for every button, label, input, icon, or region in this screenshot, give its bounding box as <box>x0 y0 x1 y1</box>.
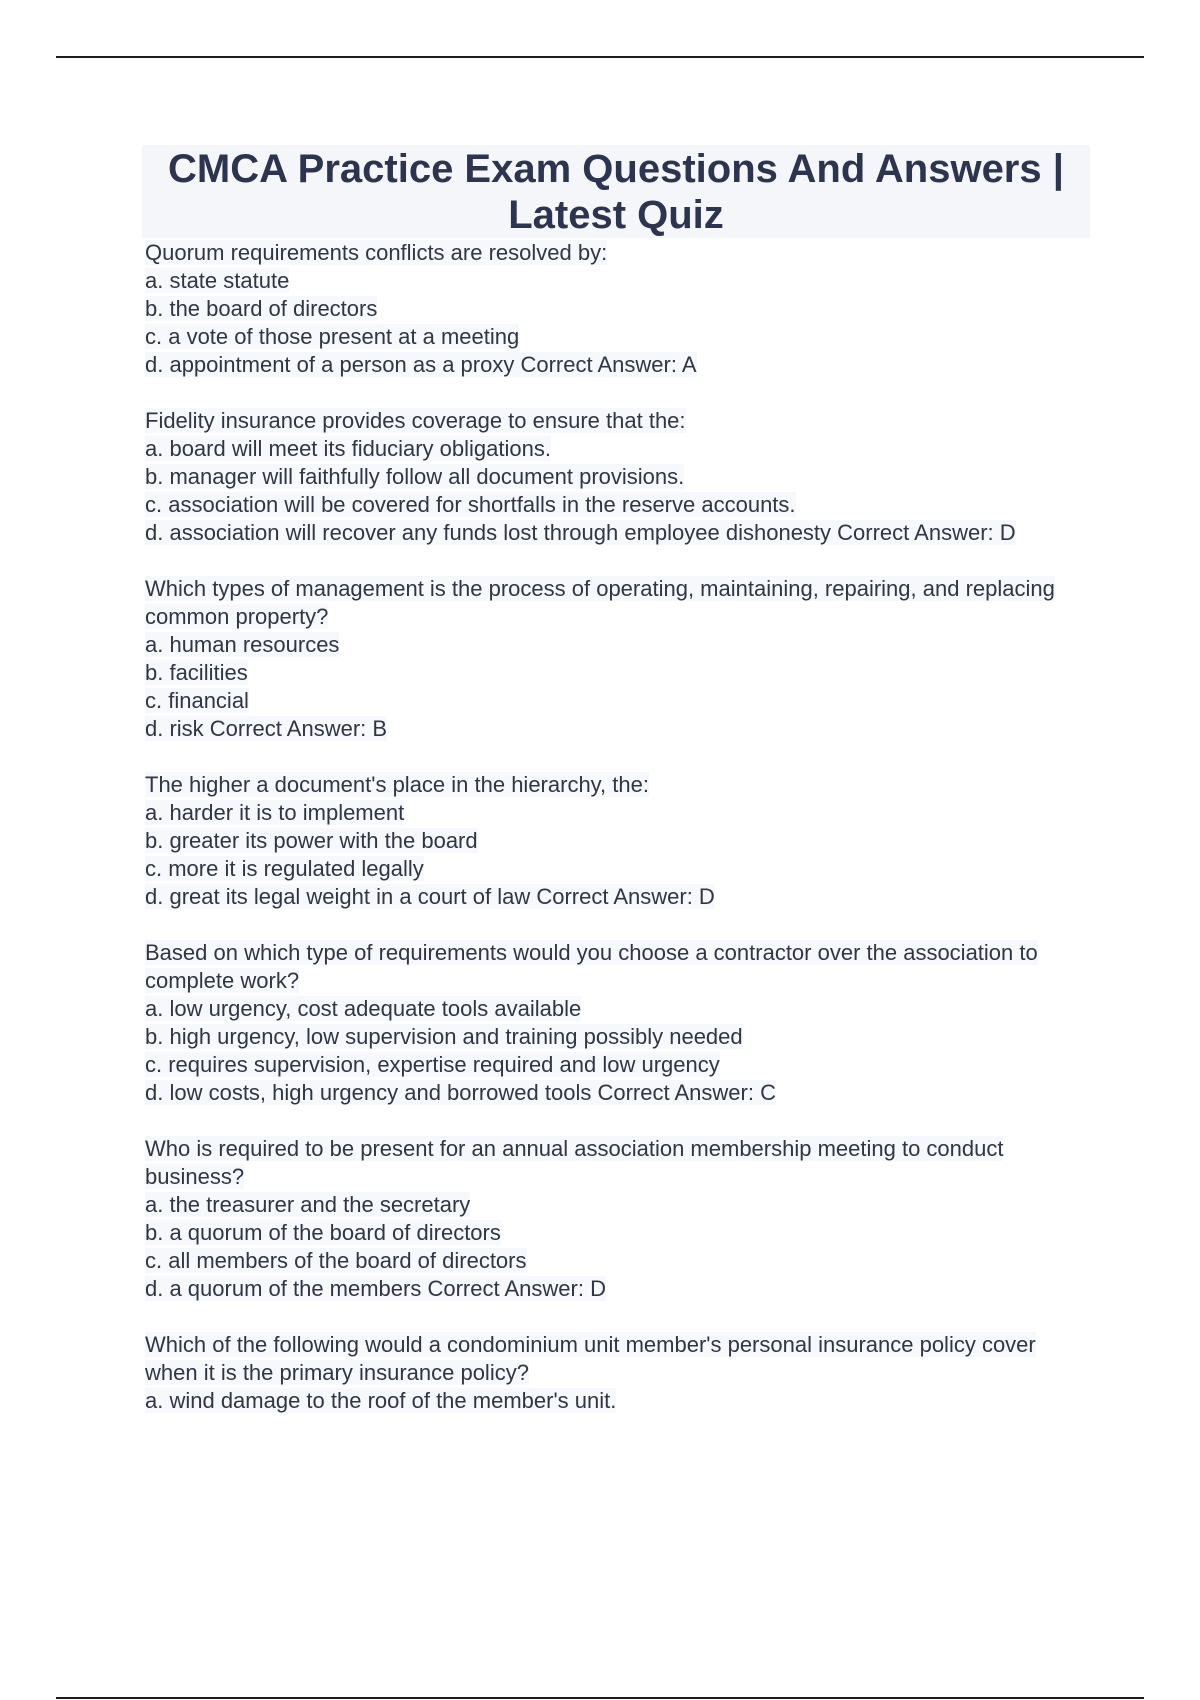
question-prompt: Quorum requirements conflicts are resolved by: <box>145 240 608 265</box>
question-option: d. a quorum of the members Correct Answer: D <box>145 1276 606 1301</box>
question-option: a. harder it is to implement <box>145 800 405 825</box>
question-4 <box>145 771 1090 911</box>
title-block <box>142 145 1090 238</box>
question-3 <box>145 575 1090 743</box>
question-prompt: Which types of management is the process of operating, maintaining, repairing, and replacing common property? <box>145 576 1055 629</box>
question-option: b. greater its power with the board <box>145 828 478 853</box>
question-prompt: Fidelity insurance provides coverage to ensure that the: <box>145 408 686 433</box>
question-option: a. state statute <box>145 268 290 293</box>
question-option: c. financial <box>145 688 249 713</box>
question-option: c. more it is regulated legally <box>145 856 424 881</box>
question-option: d. low costs, high urgency and borrowed tools Correct Answer: C <box>145 1080 776 1105</box>
question-1 <box>145 239 1090 379</box>
question-option: d. risk Correct Answer: B <box>145 716 388 741</box>
question-option: c. a vote of those present at a meeting <box>145 324 520 349</box>
top-rule <box>56 56 1144 58</box>
question-option: b. a quorum of the board of directors <box>145 1220 501 1245</box>
question-option: a. the treasurer and the secretary <box>145 1192 471 1217</box>
question-prompt: Who is required to be present for an annual association membership meeting to conduct business? <box>145 1136 1004 1189</box>
bottom-rule <box>56 1697 1144 1699</box>
question-option: c. association will be covered for shortfalls in the reserve accounts. <box>145 492 796 517</box>
question-2 <box>145 407 1090 547</box>
questions-container <box>145 239 1090 1443</box>
question-option: c. all members of the board of directors <box>145 1248 527 1273</box>
question-prompt: The higher a document's place in the hierarchy, the: <box>145 772 649 797</box>
question-option: b. high urgency, low supervision and training possibly needed <box>145 1024 743 1049</box>
question-option: a. low urgency, cost adequate tools available <box>145 996 582 1021</box>
question-option: c. requires supervision, expertise required and low urgency <box>145 1052 720 1077</box>
document-title: CMCA Practice Exam Questions And Answers | Latest Quiz <box>168 146 1064 237</box>
question-option: a. wind damage to the roof of the member's unit. <box>145 1388 617 1413</box>
question-option: d. great its legal weight in a court of law Correct Answer: D <box>145 884 715 909</box>
question-option: b. the board of directors <box>145 296 378 321</box>
question-option: b. manager will faithfully follow all document provisions. <box>145 464 685 489</box>
question-option: a. human resources <box>145 632 340 657</box>
question-option: d. appointment of a person as a proxy Correct Answer: A <box>145 352 697 377</box>
question-option: d. association will recover any funds lost through employee dishonesty Correct Answer: D <box>145 520 1016 545</box>
question-prompt: Based on which type of requirements would you choose a contractor over the association to complete work? <box>145 940 1038 993</box>
question-6 <box>145 1135 1090 1303</box>
question-option: b. facilities <box>145 660 248 685</box>
question-7 <box>145 1331 1090 1415</box>
question-option: a. board will meet its fiduciary obligations. <box>145 436 551 461</box>
question-5 <box>145 939 1090 1107</box>
question-prompt: Which of the following would a condominium unit member's personal insurance policy cover when it is the primary insurance policy? <box>145 1332 1036 1385</box>
